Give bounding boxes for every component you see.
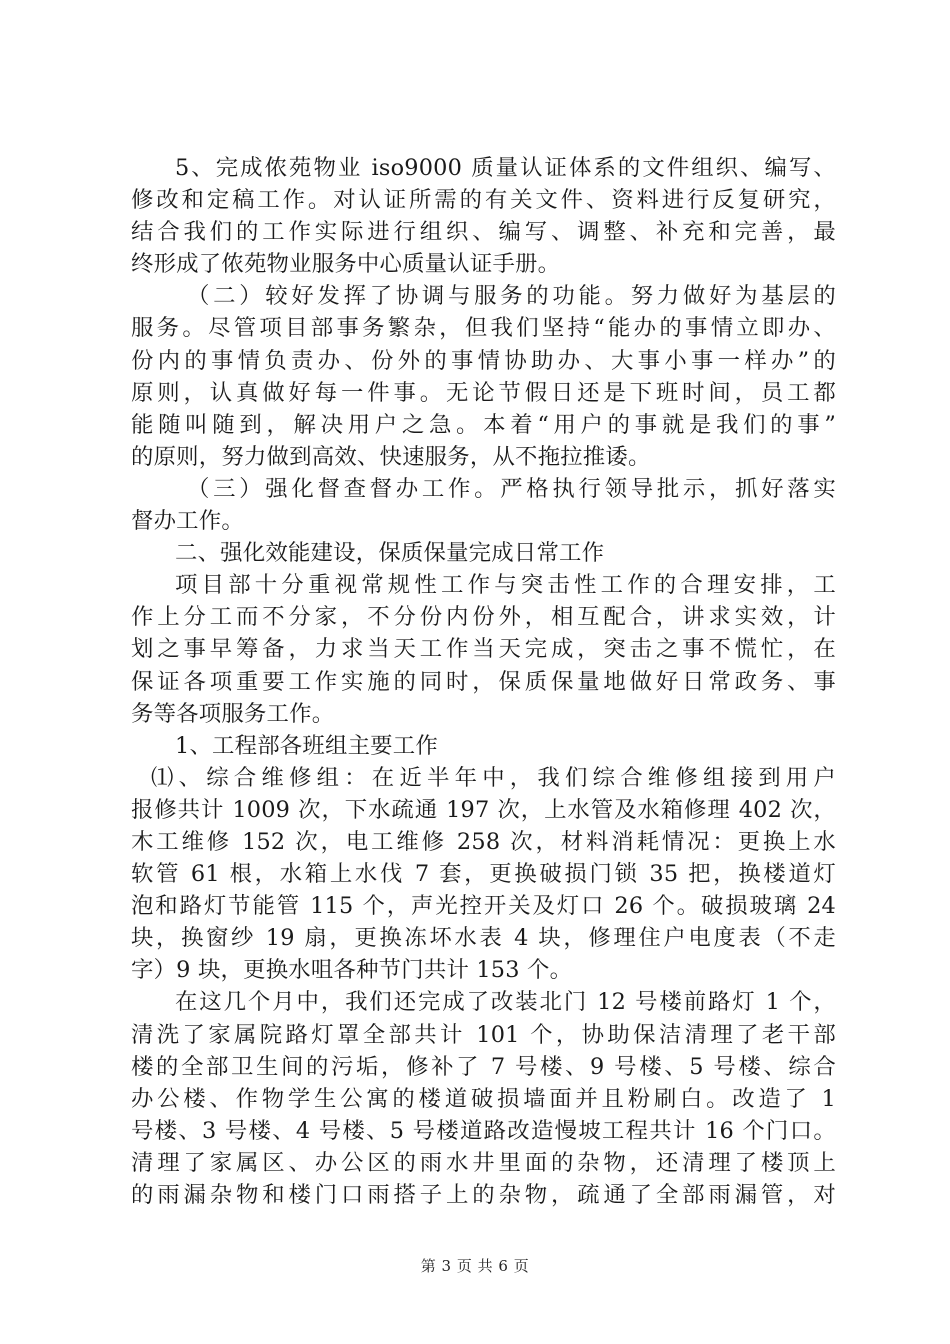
paragraph-line: 楼的全部卫生间的污垢，修补了 7 号楼、9 号楼、5 号楼、综合 <box>131 1053 836 1080</box>
paragraph-line: 作上分工而不分家，不分份内份外，相互配合，讲求实效，计 <box>131 604 836 631</box>
paragraph-line: 号楼、3 号楼、4 号楼、5 号楼道路改造慢坡工程共计 16 个门口。 <box>131 1117 836 1144</box>
document-body <box>131 152 836 1211</box>
paragraph-line: 能随叫随到，解决用户之急。本着“用户的事就是我们的事” <box>131 411 836 438</box>
paragraph-line: 在这几个月中，我们还完成了改装北门 12 号楼前路灯 1 个， <box>175 989 836 1016</box>
paragraph-line: 的雨漏杂物和楼门口雨搭子上的杂物，疏通了全部雨漏管，对 <box>131 1182 836 1208</box>
paragraph-line: （三）强化督查督办工作。严格执行领导批示，抓好落实 <box>187 475 836 502</box>
paragraph-line: 原则，认真做好每一件事。无论节假日还是下班时间，员工都 <box>131 379 836 406</box>
paragraph-line: 份内的事情负责办、份外的事情协助办、大事小事一样办”的 <box>131 347 836 374</box>
paragraph-line: 5、完成侬苑物业 iso9000 质量认证体系的文件组织、编写、 <box>175 155 836 181</box>
paragraph-line: 办公楼、作物学生公寓的楼道破损墙面并且粉刷白。改造了 1 <box>131 1085 836 1112</box>
paragraph-line: 木工维修 152 次，电工维修 258 次，材料消耗情况：更换上水 <box>131 828 836 855</box>
paragraph-line: （二）较好发挥了协调与服务的功能。努力做好为基层的 <box>187 283 836 310</box>
paragraph-line: 报修共计 1009 次，下水疏通 197 次，上水管及水箱修理 402 次， <box>131 796 836 823</box>
paragraph-line: 软管 61 根，水箱上水伐 7 套，更换破损门锁 35 把，换楼道灯 <box>131 861 836 888</box>
paragraph-line: 清理了家属区、办公区的雨水井里面的杂物，还清理了楼顶上 <box>131 1149 836 1176</box>
paragraph-line: 务等各项服务工作。 <box>131 700 335 727</box>
paragraph-line: 服务。尽管项目部事务繁杂，但我们坚持“能办的事情立即办、 <box>131 315 836 342</box>
paragraph-line: 字）9 块，更换水咀各种节门共计 153 个。 <box>131 957 573 984</box>
subsection-heading: 1、工程部各班组主要工作 <box>175 732 438 759</box>
paragraph-line: 划之事早筹备，力求当天工作当天完成，突击之事不慌忙，在 <box>131 636 836 663</box>
paragraph-line: 泡和路灯节能管 115 个，声光控开关及灯口 26 个。破损玻璃 24 <box>131 893 836 920</box>
paragraph-line: 终形成了侬苑物业服务中心质量认证手册。 <box>131 251 561 278</box>
paragraph-line: 清洗了家属院路灯罩全部共计 101 个，协助保洁清理了老干部 <box>131 1021 836 1048</box>
section-heading: 二、强化效能建设，保质保量完成日常工作 <box>175 540 605 567</box>
paragraph-line: ⑴、综合维修组：在近半年中，我们综合维修组接到用户 <box>151 764 836 791</box>
paragraph-line: 督办工作。 <box>131 508 244 535</box>
paragraph-line: 保证各项重要工作实施的同时，保质保量地做好日常政务、事 <box>131 668 836 695</box>
paragraph-line: 结合我们的工作实际进行组织、编写、调整、补充和完善，最 <box>131 219 836 246</box>
paragraph-line: 项目部十分重视常规性工作与突击性工作的合理安排，工 <box>175 572 836 599</box>
paragraph-line: 块，换窗纱 19 扇，更换冻坏水表 4 块，修理住户电度表（不走 <box>131 925 836 952</box>
paragraph-line: 修改和定稿工作。对认证所需的有关文件、资料进行反复研究， <box>131 187 836 214</box>
page-number-footer: 第 3 页 共 6 页 <box>420 1257 530 1275</box>
paragraph-line: 的原则，努力做到高效、快速服务，从不拖拉推诿。 <box>131 443 651 470</box>
